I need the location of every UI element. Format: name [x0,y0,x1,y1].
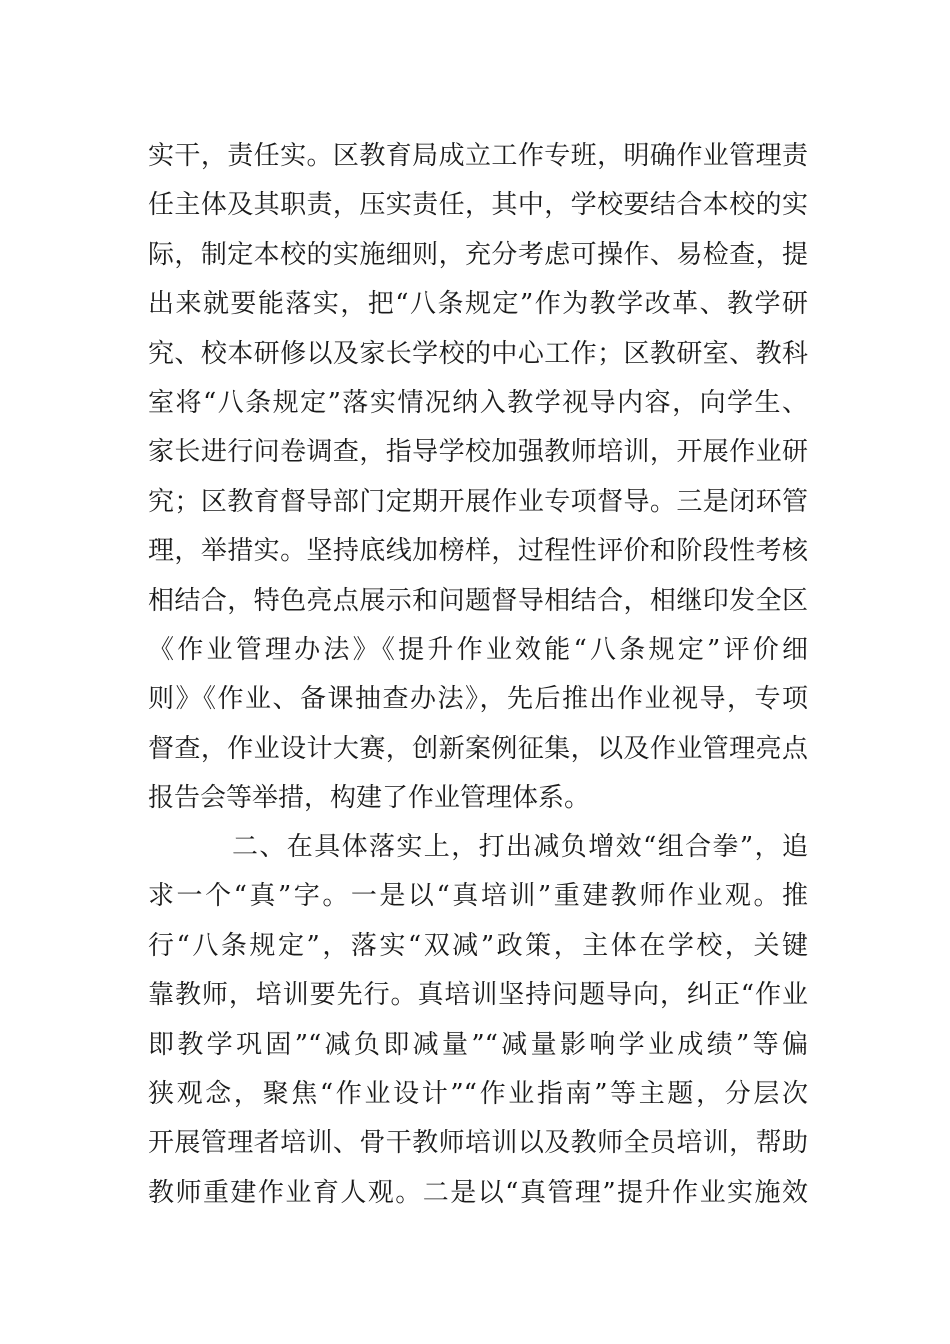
text-line: 督查，作业设计大赛，创新案例征集，以及作业管理亮点 [148,733,808,764]
text-line: 狭观念，聚焦“作业设计”“作业指南”等主题，分层次 [148,1078,808,1109]
text-line: 任主体及其职责，压实责任，其中，学校要结合本校的实 [148,190,808,221]
text-line: 则》《作业、备课抽查办法》，先后推出作业视导，专项 [148,684,808,715]
text-line: 理，举措实。坚持底线加榜样，过程性评价和阶段性考核 [148,536,808,567]
text-line: 际，制定本校的实施细则，充分考虑可操作、易检查，提 [148,239,808,270]
text-line: 究；区教育督导部门定期开展作业专项督导。三是闭环管 [148,486,808,517]
text-line: 实干，责任实。区教育局成立工作专班，明确作业管理责 [148,141,808,171]
text-line: 求一个“真”字。一是以“真培训”重建教师作业观。推 [148,881,808,912]
text-line: 二、在具体落实上，打出减负增效“组合拳”，追 [232,832,808,862]
text-line: 即教学巩固”“减负即减量”“减量影响学业成绩”等偏 [148,1029,808,1060]
text-line: 报告会等举措，构建了作业管理体系。 [148,783,591,814]
text-line: 《作业管理办法》《提升作业效能“八条规定”评价细 [148,634,808,665]
text-line: 行“八条规定”，落实“双减”政策，主体在学校，关键 [148,930,808,961]
text-line: 相结合，特色亮点展示和问题督导相结合，相继印发全区 [148,585,808,616]
text-line: 出来就要能落实，把“八条规定”作为教学改革、教学研 [148,289,808,320]
text-line: 究、校本研修以及家长学校的中心工作；区教研室、教科 [148,338,808,369]
text-line: 靠教师，培训要先行。真培训坚持问题导向，纠正“作业 [148,980,808,1011]
paragraph-implementation [148,823,808,1218]
paragraph-work-responsibility [148,132,808,823]
text-line: 开展管理者培训、骨干教师培训以及教师全员培训，帮助 [148,1128,808,1159]
text-line: 家长进行问卷调查，指导学校加强教师培训，开展作业研 [148,437,808,468]
text-line: 教师重建作业育人观。二是以“真管理”提升作业实施效 [148,1177,808,1208]
text-line: 室将“八条规定”落实情况纳入教学视导内容，向学生、 [148,387,808,418]
